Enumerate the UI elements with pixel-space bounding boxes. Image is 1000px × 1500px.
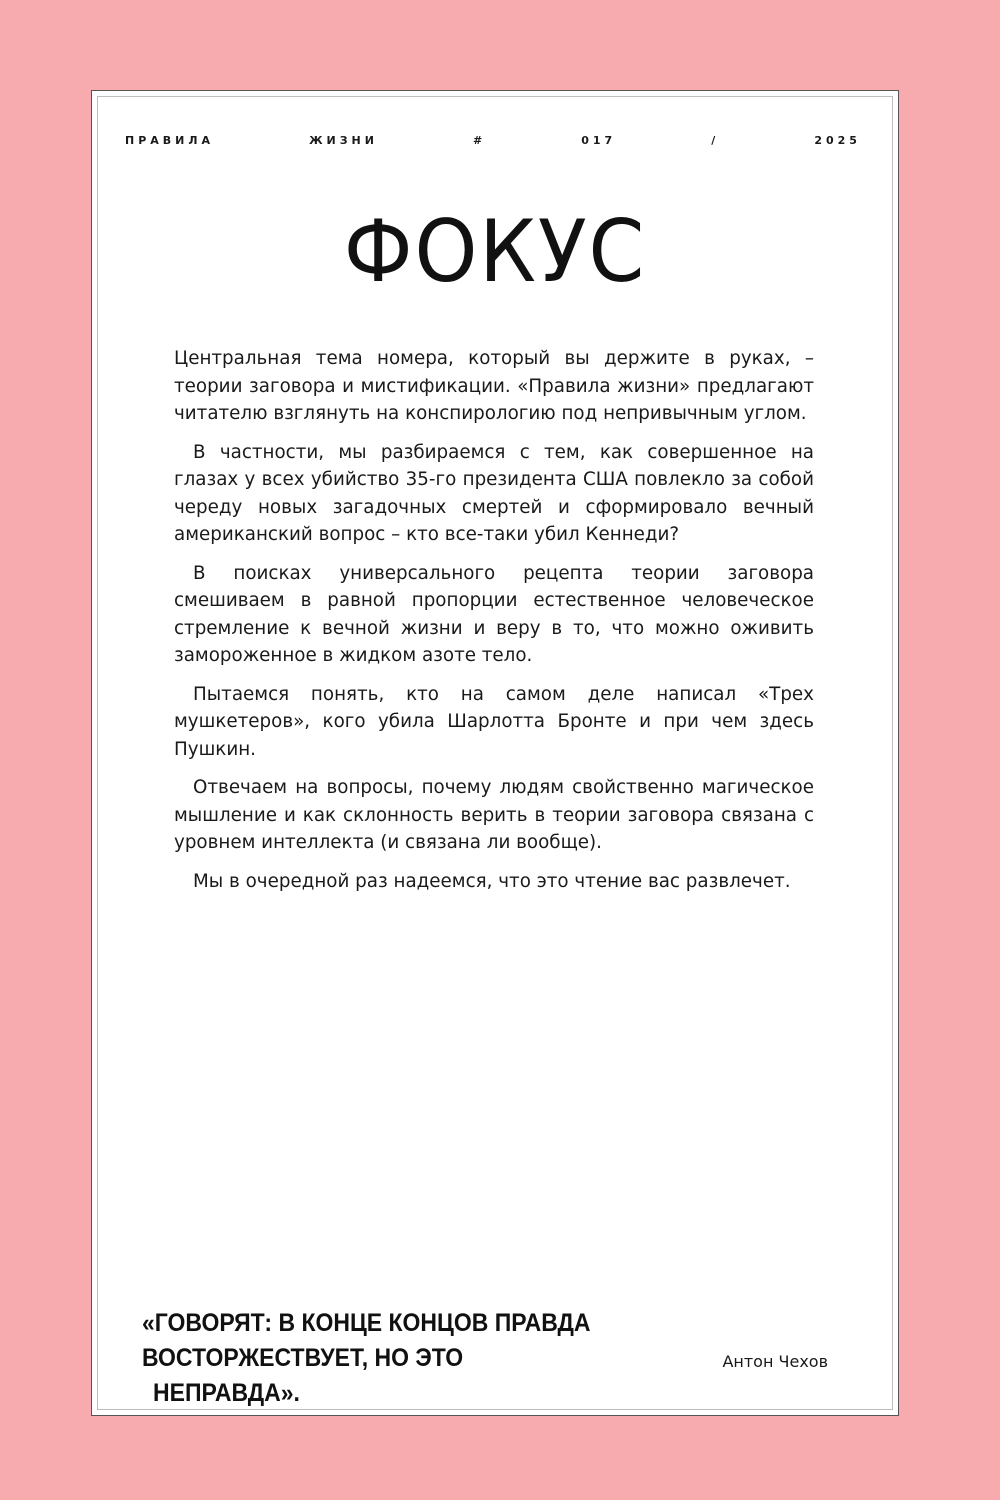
paragraph-4: Пытаемся понять, кто на самом деле написал «Трех мушкетеров», кого убила Шарлотта Бронте и при чем здесь Пушкин. — [174, 683, 814, 760]
paragraph-5: Отвечаем на вопросы, почему людям свойственно магическое мышление и как склонность верить в теории заговора связана с уровнем интеллекта (и связана ли вообще). — [174, 777, 814, 853]
quote-line-1: «ГОВОРЯТ: В КОНЦЕ КОНЦОВ ПРАВДА ВОСТОРЖЕСТВУЕТ, НО ЭТО — [142, 1309, 591, 1372]
paragraph-1: Центральная тема номера, который вы держите в руках, – теории заговора и мистификации. «Правила жизни» предлагают читателю взглянуть на конспирологию под непривычным углом. — [174, 348, 814, 424]
magazine-page — [91, 90, 899, 1416]
paragraph-6: Мы в очередной раз надеемся, что это чтение вас развлечет. — [193, 870, 791, 892]
quote-line-2: НЕПРАВДА». — [153, 1379, 300, 1407]
header-item-slash: / — [711, 134, 720, 147]
header-item-year: 2025 — [814, 134, 861, 147]
editorial-body — [174, 345, 814, 906]
header-item-magazine-word-2: ЖИЗНИ — [309, 134, 378, 147]
running-header — [125, 134, 861, 147]
header-item-magazine-word-1: ПРАВИЛА — [125, 134, 215, 147]
header-item-hash: # — [473, 134, 487, 147]
paragraph-3: В поисках универсального рецепта теории заговора смешиваем в равной пропорции естественное человеческое стремление к вечной жизни и веру в то, что можно оживить замороженное в жидком азоте тело. — [174, 562, 814, 666]
header-item-issue-number: 017 — [581, 134, 617, 147]
page-title: ФОКУС — [343, 202, 647, 302]
quote-author: Антон Чехов — [722, 1352, 828, 1371]
paragraph-2: В частности, мы разбираемся с тем, как совершенное на глазах у всех убийство 35-го президента США повлекло за собой череду новых загадочных смертей и сформировало вечный американский вопрос – кто все-таки убил Кеннеди? — [174, 441, 814, 545]
epigraph-quote — [142, 1306, 786, 1411]
